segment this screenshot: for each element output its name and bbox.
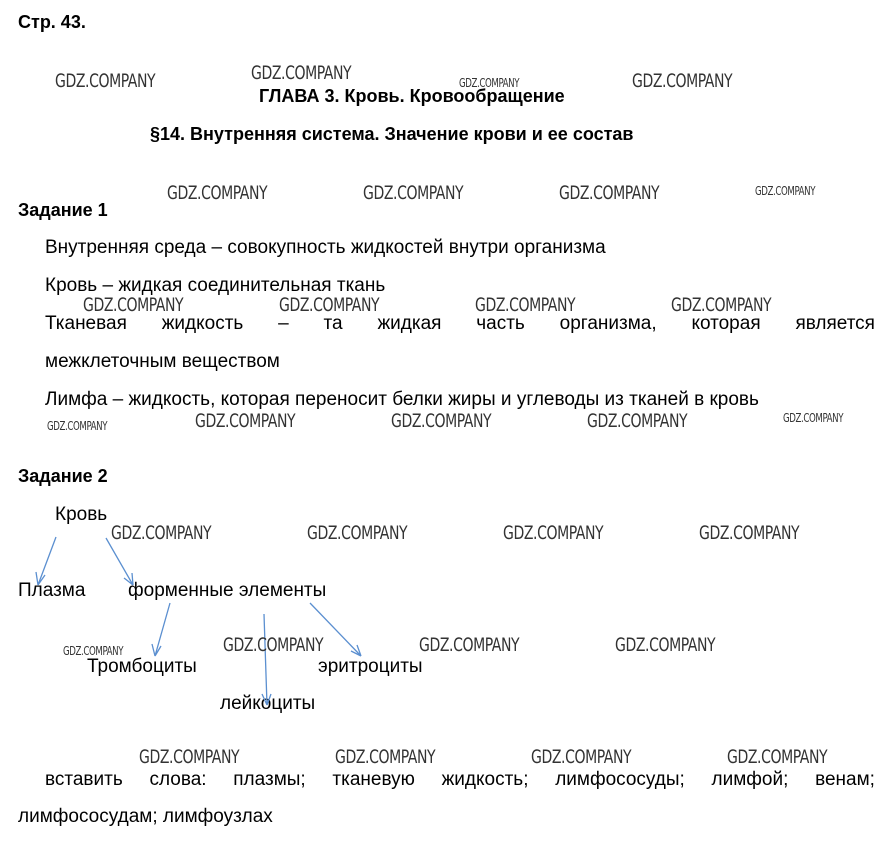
word: венам; <box>815 769 875 790</box>
watermark: GDZ.COMPANY <box>503 522 604 544</box>
arrow-formed-to-leukocytes <box>262 614 271 705</box>
watermark: GDZ.COMPANY <box>251 62 352 84</box>
watermark: GDZ.COMPANY <box>335 746 436 768</box>
watermark: GDZ.COMPANY <box>307 522 408 544</box>
watermark: GDZ.COMPANY <box>279 294 380 316</box>
word: часть <box>476 313 525 334</box>
watermark: GDZ.COMPANY <box>363 182 464 204</box>
section-title: §14. Внутренняя система. Значение крови и ее состав <box>150 124 634 144</box>
watermark: GDZ.COMPANY <box>47 419 108 433</box>
watermark: GDZ.COMPANY <box>559 182 660 204</box>
watermark: GDZ.COMPANY <box>139 746 240 768</box>
arrow-formed-to-platelets <box>152 603 170 656</box>
insert-words-line2: лимфососудам; лимфоузлах <box>18 806 273 827</box>
watermark: GDZ.COMPANY <box>727 746 828 768</box>
diagram-node-formed-elements: форменные элементы <box>128 580 327 601</box>
word: слова: <box>149 769 207 790</box>
word: – <box>278 313 289 334</box>
watermark: GDZ.COMPANY <box>195 410 296 432</box>
watermark: GDZ.COMPANY <box>419 634 520 656</box>
word: жидкая <box>377 313 442 334</box>
task1-line-intercellular: межклеточным веществом <box>45 351 280 372</box>
word: лимфой; <box>711 769 789 790</box>
word: Тканевая <box>45 313 127 334</box>
watermark: GDZ.COMPANY <box>167 182 268 204</box>
word: организма, <box>559 313 657 334</box>
watermark: GDZ.COMPANY <box>615 634 716 656</box>
chapter-title: ГЛАВА 3. Кровь. Кровообращение <box>259 86 565 106</box>
word: является <box>795 313 875 334</box>
word: плазмы; <box>233 769 306 790</box>
watermark: GDZ.COMPANY <box>83 294 184 316</box>
word: тканевую <box>332 769 415 790</box>
watermark: GDZ.COMPANY <box>755 184 816 198</box>
watermark: GDZ.COMPANY <box>475 294 576 316</box>
diagram-node-erythrocytes: эритроциты <box>318 656 423 677</box>
watermark: GDZ.COMPANY <box>223 634 324 656</box>
word: жидкость <box>161 313 244 334</box>
watermark: GDZ.COMPANY <box>111 522 212 544</box>
diagram-node-plasma: Плазма <box>18 580 86 601</box>
watermark: GDZ.COMPANY <box>587 410 688 432</box>
watermark: GDZ.COMPANY <box>671 294 772 316</box>
diagram-node-leukocytes: лейкоциты <box>220 693 316 714</box>
word: та <box>323 313 343 334</box>
page-reference: Стр. 43. <box>18 12 86 32</box>
task1-label: Задание 1 <box>18 200 108 220</box>
arrow-blood-to-plasma <box>36 537 56 585</box>
watermark: GDZ.COMPANY <box>699 522 800 544</box>
diagram-node-blood: Кровь <box>55 504 108 525</box>
word: жидкость; <box>441 769 529 790</box>
watermark: GDZ.COMPANY <box>459 76 520 90</box>
watermark: GDZ.COMPANY <box>391 410 492 432</box>
arrow-blood-to-formed <box>106 538 133 585</box>
task2-label: Задание 2 <box>18 466 108 486</box>
watermark: GDZ.COMPANY <box>783 411 844 425</box>
insert-words-line1 <box>45 769 875 791</box>
task1-line-internal-env: Внутренняя среда – совокупность жидкостей внутри организма <box>45 237 606 258</box>
word: которая <box>691 313 761 334</box>
task1-line-lymph: Лимфа – жидкость, которая переносит белки жиры и углеводы из тканей в кровь <box>45 389 759 410</box>
diagram-node-platelets: Тромбоциты <box>87 656 197 677</box>
watermark: GDZ.COMPANY <box>55 70 156 92</box>
watermark: GDZ.COMPANY <box>632 70 733 92</box>
task1-line-blood: Кровь – жидкая соединительная ткань <box>45 275 386 296</box>
watermark: GDZ.COMPANY <box>531 746 632 768</box>
watermark: GDZ.COMPANY <box>63 644 124 658</box>
word: лимфососуды; <box>555 769 685 790</box>
word: вставить <box>45 769 123 790</box>
